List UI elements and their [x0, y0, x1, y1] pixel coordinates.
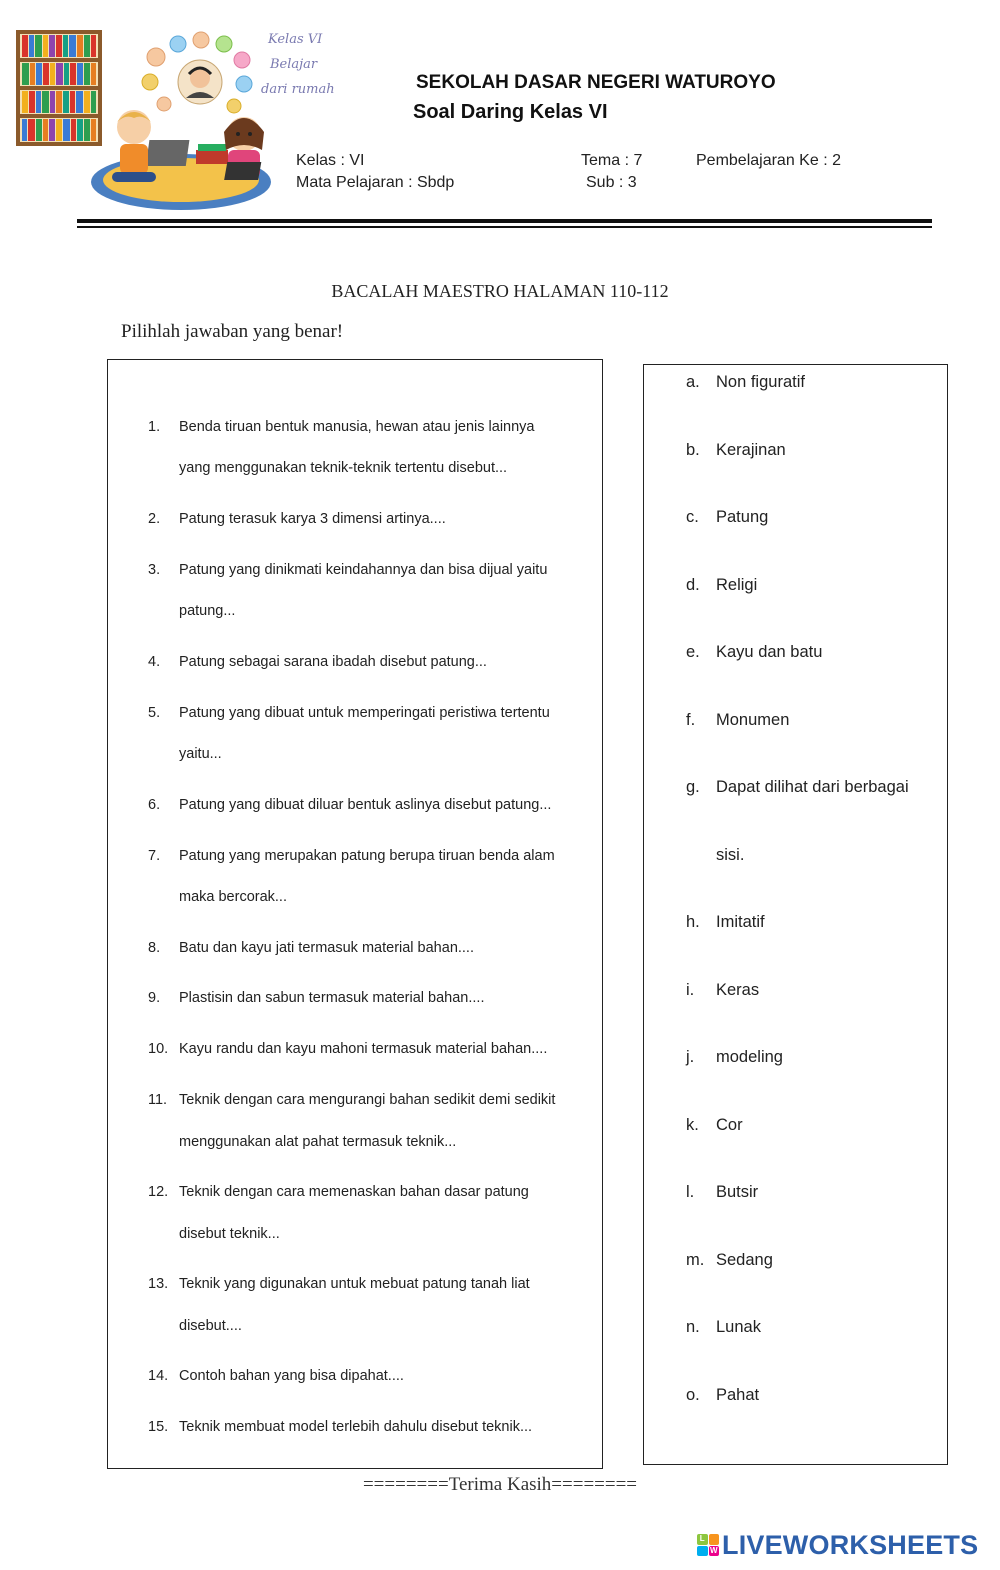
- brand-mark-tile: L: [697, 1534, 708, 1545]
- question-text: disebut....: [179, 1318, 242, 1334]
- question-number: 14.: [148, 1368, 169, 1384]
- question-text: maka bercorak...: [179, 889, 287, 905]
- avatar-bubbles-icon: [142, 32, 252, 113]
- answer-option: Kerajinan: [716, 441, 786, 459]
- answer-option: Imitatif: [716, 913, 765, 931]
- question-number: 3.: [148, 562, 161, 578]
- question-number: 11.: [148, 1092, 168, 1108]
- question-number: 8.: [148, 940, 161, 956]
- brand-mark-tile: W: [709, 1545, 718, 1555]
- girl-figure-icon: [224, 117, 264, 180]
- answer-option: modeling: [716, 1048, 783, 1066]
- task-prompt: Pilihlah jawaban yang benar!: [121, 321, 344, 342]
- answer-letter: m.: [686, 1251, 705, 1269]
- brand-mark-tile: [697, 1546, 708, 1557]
- question-number: 5.: [148, 705, 161, 721]
- meta-kelas: Kelas : VI: [296, 152, 365, 169]
- answer-letter: k.: [686, 1116, 699, 1134]
- reading-instruction: BACALAH MAESTRO HALAMAN 110-112: [331, 281, 669, 301]
- meta-sub: Sub : 3: [586, 174, 637, 191]
- question-text: Teknik membuat model terlebih dahulu disebut teknik...: [179, 1419, 533, 1435]
- answer-letter: l.: [686, 1183, 695, 1201]
- question-text: Patung yang merupakan patung berupa tiruan benda alam: [179, 848, 555, 864]
- logo-caption-line-2: Belajar: [270, 57, 318, 72]
- question-text: Kayu randu dan kayu mahoni termasuk material bahan....: [179, 1041, 548, 1057]
- question-number: 1.: [148, 419, 161, 435]
- logo-caption-line-1: Kelas VI: [268, 32, 323, 47]
- question-text: Patung yang dinikmati keindahannya dan bisa dijual yaitu: [179, 562, 548, 578]
- liveworksheets-brand[interactable]: [697, 1530, 978, 1560]
- answer-option: Keras: [716, 981, 760, 999]
- answer-option: Pahat: [716, 1386, 760, 1404]
- question-text: patung...: [179, 603, 236, 619]
- liveworksheets-logo-icon: [697, 1534, 719, 1556]
- question-text: Patung yang dibuat untuk memperingati peristiwa tertentu: [179, 705, 550, 721]
- answer-option: Dapat dilihat dari berbagai: [716, 778, 909, 796]
- answer-option: Religi: [716, 576, 758, 594]
- answer-letter: g.: [686, 778, 700, 796]
- question-number: 15.: [148, 1419, 169, 1435]
- answer-option: Non figuratif: [716, 373, 805, 391]
- question-text: disebut teknik...: [179, 1226, 280, 1242]
- answer-letter: f.: [686, 711, 696, 729]
- answer-option: Monumen: [716, 711, 790, 729]
- question-text: Patung sebagai sarana ibadah disebut patung...: [179, 654, 487, 670]
- question-text: Contoh bahan yang bisa dipahat....: [179, 1368, 404, 1384]
- question-number: 7.: [148, 848, 161, 864]
- answer-letter: i.: [686, 981, 695, 999]
- header-divider-thin: [77, 226, 932, 228]
- question-number: 4.: [148, 654, 161, 670]
- answer-letter: j.: [686, 1048, 695, 1066]
- question-text: Benda tiruan bentuk manusia, hewan atau jenis lainnya: [179, 419, 535, 435]
- answer-letter: n.: [686, 1318, 700, 1336]
- question-text: Plastisin dan sabun termasuk material bahan....: [179, 990, 485, 1006]
- answer-letter: h.: [686, 913, 700, 931]
- answer-option: Kayu dan batu: [716, 643, 823, 661]
- question-text: Teknik yang digunakan untuk mebuat patung tanah liat: [179, 1276, 530, 1292]
- answer-letter: c.: [686, 508, 699, 526]
- meta-mata-pelajaran: Mata Pelajaran : Sbdp: [296, 174, 455, 191]
- meta-tema: Tema : 7: [581, 152, 643, 169]
- logo-caption-line-3: dari rumah: [261, 82, 335, 97]
- meta-pembelajaran: Pembelajaran Ke : 2: [696, 152, 841, 169]
- question-number: 9.: [148, 990, 161, 1006]
- question-text: Batu dan kayu jati termasuk material bahan....: [179, 940, 474, 956]
- question-text: yang menggunakan teknik-teknik tertentu disebut...: [179, 460, 508, 476]
- header-divider-thick: [77, 219, 932, 223]
- bookshelf-icon: [16, 30, 102, 146]
- question-text: Teknik dengan cara memenaskan bahan dasar patung: [179, 1184, 529, 1200]
- brand-mark-tile: [709, 1534, 720, 1545]
- answer-option: Lunak: [716, 1318, 761, 1336]
- question-text: Patung yang dibuat diluar bentuk aslinya disebut patung...: [179, 797, 552, 813]
- question-text: menggunakan alat pahat termasuk teknik...: [179, 1134, 457, 1150]
- school-name: SEKOLAH DASAR NEGERI WATUROYO: [416, 72, 776, 93]
- question-text: yaitu...: [179, 746, 222, 762]
- question-number: 6.: [148, 797, 161, 813]
- answer-option: Butsir: [716, 1183, 759, 1201]
- answer-letter: a.: [686, 373, 700, 391]
- question-text: Patung terasuk karya 3 dimensi artinya....: [179, 511, 446, 527]
- question-text: Teknik dengan cara mengurangi bahan sedikit demi sedikit: [179, 1092, 556, 1108]
- answer-option: Cor: [716, 1116, 743, 1134]
- question-number: 10.: [148, 1041, 169, 1057]
- question-number: 2.: [148, 511, 161, 527]
- answer-letter: d.: [686, 576, 700, 594]
- answer-letter: b.: [686, 441, 700, 459]
- question-number: 12.: [148, 1184, 169, 1200]
- answer-letter: o.: [686, 1386, 700, 1404]
- brand-name: LIVEWORKSHEETS: [722, 1529, 979, 1560]
- answer-option: Sedang: [716, 1251, 773, 1269]
- closing-thanks: ========Terima Kasih========: [362, 1474, 638, 1495]
- answer-letter: e.: [686, 643, 700, 661]
- answer-option: sisi.: [716, 846, 745, 864]
- question-number: 13.: [148, 1276, 169, 1292]
- answer-option: Patung: [716, 508, 769, 526]
- worksheet-subtitle: Soal Daring Kelas VI: [413, 101, 608, 123]
